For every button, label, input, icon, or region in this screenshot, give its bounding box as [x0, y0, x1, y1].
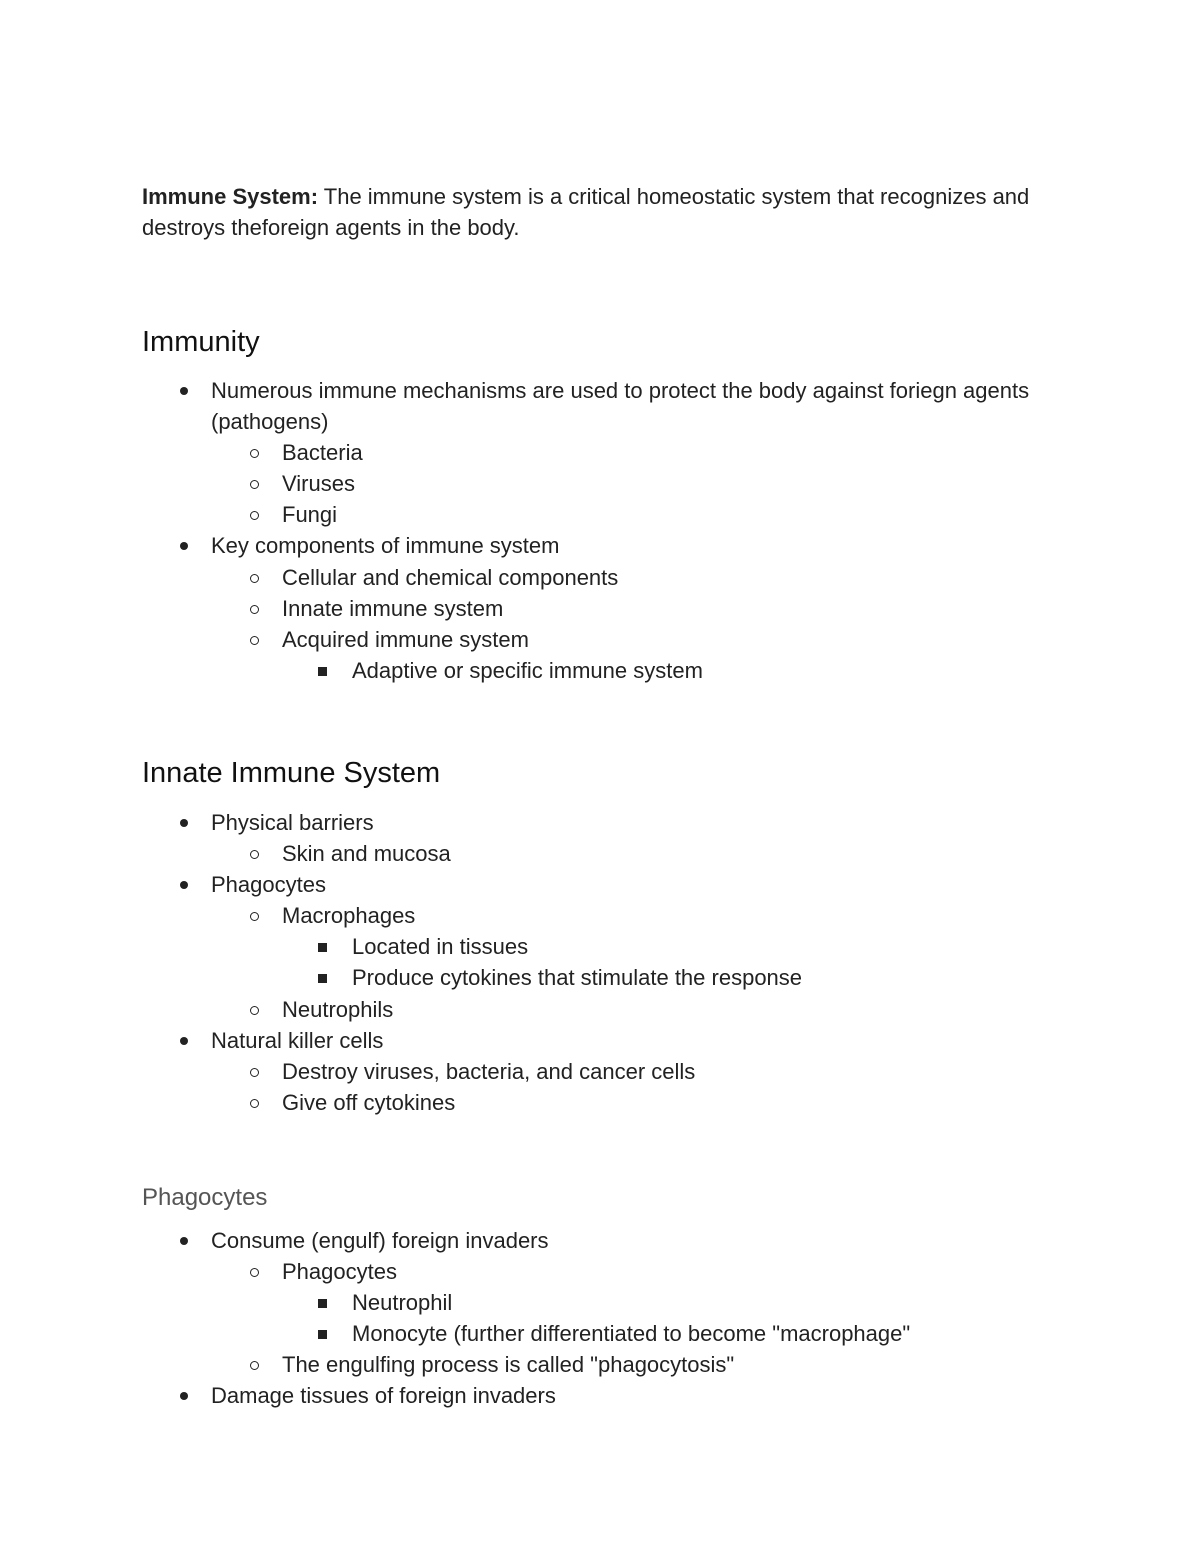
bullet-square-icon [318, 1330, 327, 1339]
bullet-ring-icon [250, 1068, 259, 1077]
list-item: Give off cytokines [0, 1087, 1100, 1118]
list-item: Numerous immune mechanisms are used to protect the body against foriegn agents (pathogens) [0, 375, 1031, 437]
intro-term: Immune System: [142, 184, 319, 209]
list-item: Damage tissues of foreign invaders [0, 1380, 1100, 1411]
list-item: Viruses [0, 468, 1100, 499]
bullet-dot-icon [180, 1392, 188, 1400]
list-item: Innate immune system [0, 593, 1100, 624]
list-item: Produce cytokines that stimulate the response [0, 962, 1100, 993]
bullet-square-icon [318, 1299, 327, 1308]
list-item: Key components of immune system [0, 530, 1100, 561]
list-item: Natural killer cells [0, 1025, 1100, 1056]
immunity-list [0, 375, 1100, 686]
bullet-ring-icon [250, 1099, 259, 1108]
phagocytes-list [0, 1225, 1100, 1412]
list-item: Neutrophils [0, 994, 1100, 1025]
heading-innate-immune-system: Innate Immune System [142, 757, 441, 789]
heading-immunity: Immunity [142, 326, 260, 358]
bullet-dot-icon [180, 819, 188, 827]
bullet-dot-icon [180, 1037, 188, 1045]
list-item: Destroy viruses, bacteria, and cancer cells [0, 1056, 1100, 1087]
bullet-ring-icon [250, 511, 259, 520]
list-item: Consume (engulf) foreign invaders [0, 1225, 1100, 1256]
bullet-square-icon [318, 667, 327, 676]
list-item: Physical barriers [0, 807, 1100, 838]
bullet-ring-icon [250, 480, 259, 489]
list-item: Macrophages [0, 900, 1100, 931]
intro-text: The immune system is a critical homeostatic system that recognizes and destroys theforeign agents in the body. [142, 184, 1030, 240]
list-item: Cellular and chemical components [0, 562, 1100, 593]
bullet-ring-icon [250, 1006, 259, 1015]
list-item: Monocyte (further differentiated to become "macrophage" [0, 1318, 1100, 1349]
list-item: Neutrophil [0, 1287, 1100, 1318]
list-item: Phagocytes [0, 869, 1100, 900]
list-item: Acquired immune system [0, 624, 1100, 655]
bullet-ring-icon [250, 1268, 259, 1277]
list-item: Located in tissues [0, 931, 1100, 962]
bullet-dot-icon [180, 387, 188, 395]
bullet-dot-icon [180, 881, 188, 889]
intro-paragraph [142, 181, 1042, 243]
list-item: The engulfing process is called "phagocytosis" [0, 1349, 1100, 1380]
bullet-square-icon [318, 943, 327, 952]
list-item: Bacteria [0, 437, 1100, 468]
bullet-ring-icon [250, 574, 259, 583]
list-item: Skin and mucosa [0, 838, 1100, 869]
list-item: Phagocytes [0, 1256, 1100, 1287]
bullet-ring-icon [250, 636, 259, 645]
bullet-ring-icon [250, 850, 259, 859]
list-item: Fungi [0, 499, 1100, 530]
bullet-ring-icon [250, 912, 259, 921]
bullet-dot-icon [180, 1237, 188, 1245]
bullet-ring-icon [250, 449, 259, 458]
heading-phagocytes: Phagocytes [142, 1184, 268, 1211]
bullet-square-icon [318, 974, 327, 983]
list-item: Adaptive or specific immune system [0, 655, 1100, 686]
innate-list [0, 807, 1100, 1118]
bullet-dot-icon [180, 542, 188, 550]
bullet-ring-icon [250, 605, 259, 614]
bullet-ring-icon [250, 1361, 259, 1370]
